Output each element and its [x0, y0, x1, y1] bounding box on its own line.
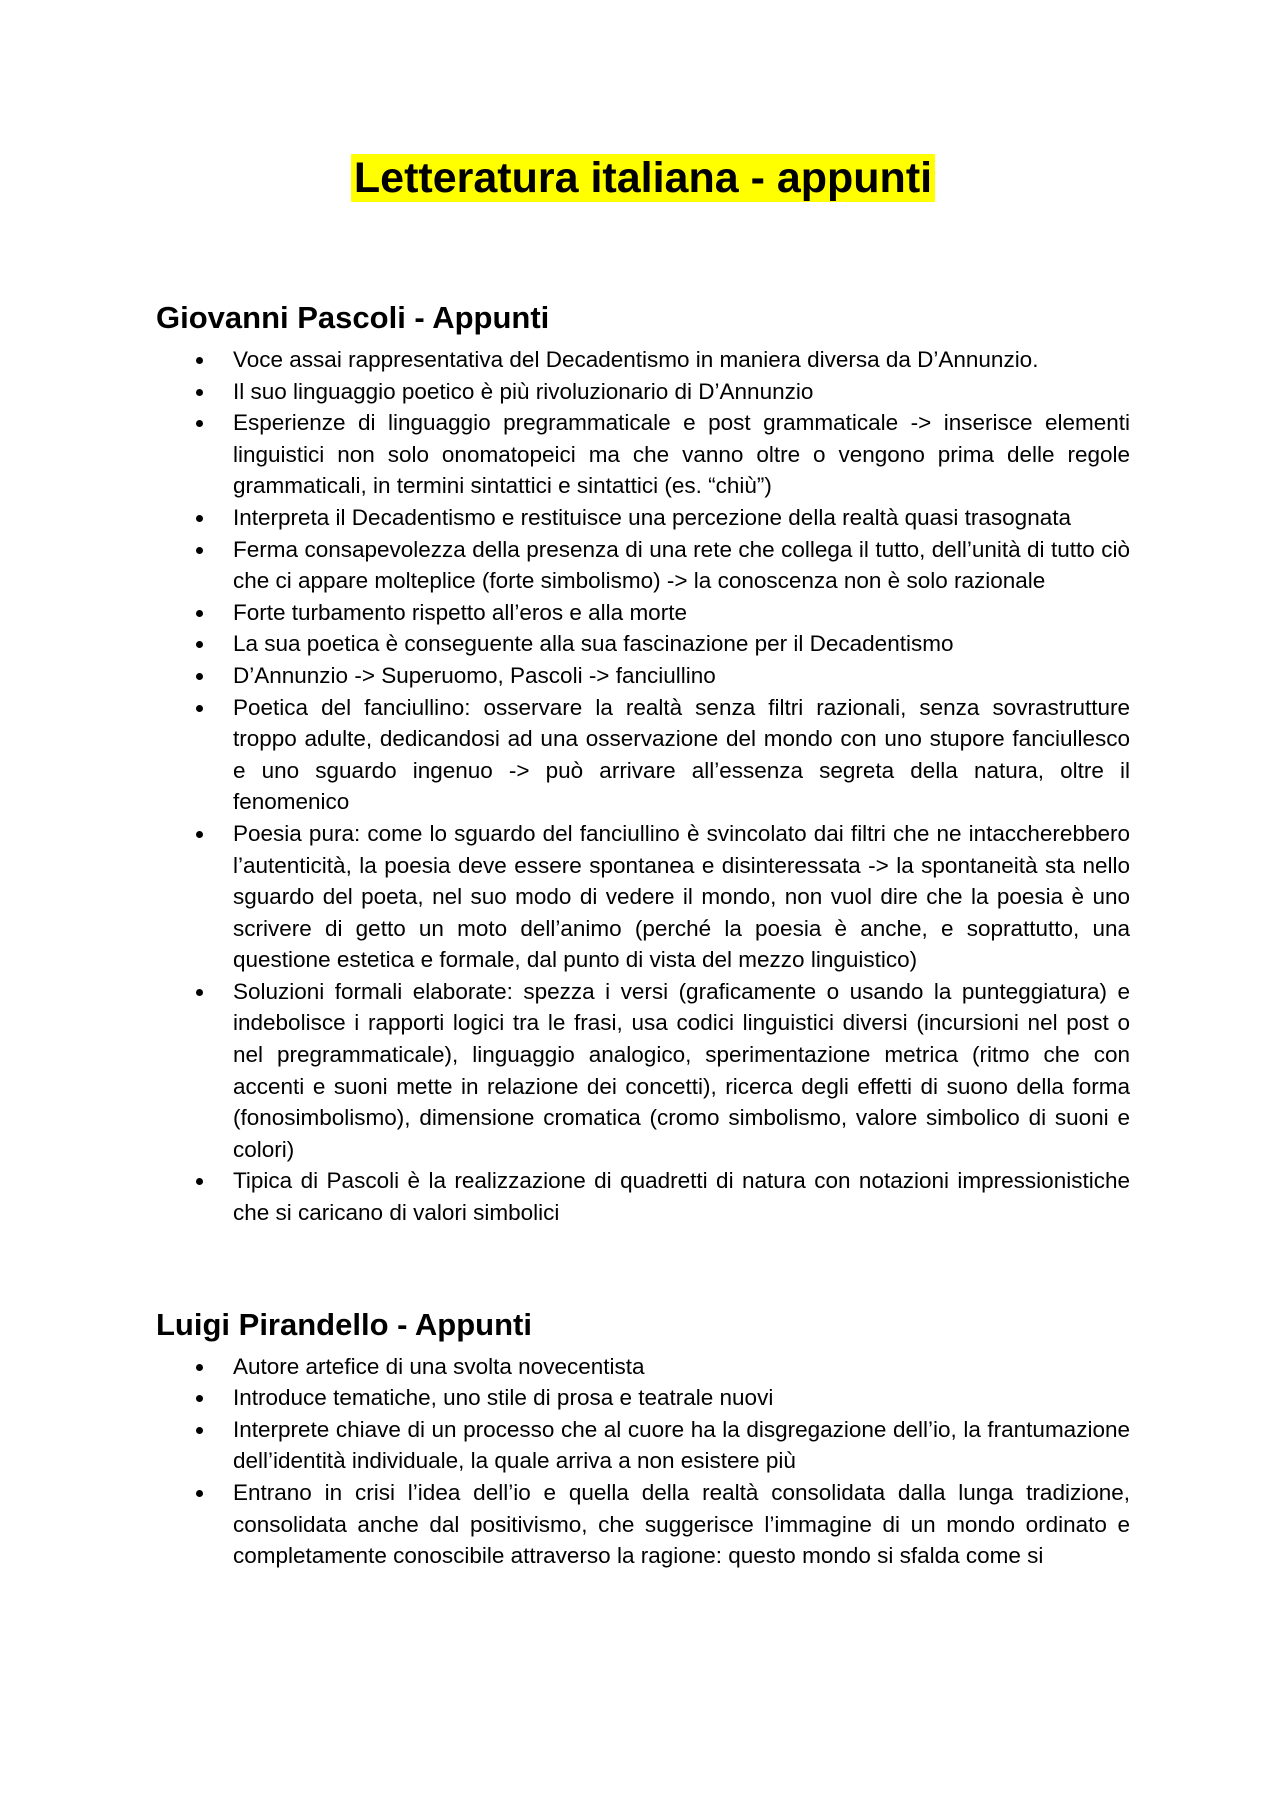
list-item-text: Introduce tematiche, uno stile di prosa e teatrale nuovi — [233, 1385, 774, 1411]
section-heading-pascoli: Giovanni Pascoli - Appunti — [156, 300, 550, 335]
list-item-text: Entrano in crisi l’idea dell’io e quella della realtà consolidata dalla lunga tradizione, consolidata anche dal positivismo, che suggerisce l’immagine di un mondo ordinato e completamente conoscibile attraverso la ragione: questo mondo si sfalda come si — [233, 1480, 1130, 1569]
list-item — [156, 818, 1130, 976]
list-item — [156, 1165, 1130, 1228]
list-item — [156, 1351, 1130, 1383]
bullet-list-pirandello — [156, 1351, 1130, 1572]
list-item — [156, 376, 1130, 408]
section-heading-pirandello: Luigi Pirandello - Appunti — [156, 1306, 532, 1342]
list-item-text: La sua poetica è conseguente alla sua fascinazione per il Decadentismo — [233, 631, 954, 657]
list-item-text: D’Annunzio -> Superuomo, Pascoli -> fanciullino — [233, 662, 716, 688]
list-item-text: Forte turbamento rispetto all’eros e alla morte — [233, 599, 687, 625]
bullet-dot-icon — [196, 1364, 203, 1371]
document-title-text: Letteratura italiana - appunti — [351, 154, 935, 202]
bullet-dot-icon — [196, 389, 203, 396]
list-item-text: Soluzioni formali elaborate: spezza i versi (graficamente o usando la punteggiatura) e indebolisce i rapporti logici tra le frasi, usa codici linguistici diversi (incursioni nel post o nel pregrammaticale), linguaggio analogico, sperimentazione metrica (ritmo che con accenti e suoni mette in relazione dei concetti), ricerca degli effetti di suono della forma (fonosimbolismo), dimensione cromatica (cromo simbolismo, valore simbolico di suoni e colori) — [233, 978, 1130, 1162]
bullet-dot-icon — [196, 610, 203, 617]
list-item — [156, 534, 1130, 597]
bullet-dot-icon — [196, 1427, 203, 1434]
list-item — [156, 1477, 1130, 1572]
list-item-text: Interpreta il Decadentismo e restituisce una percezione della realtà quasi trasognata — [233, 504, 1071, 530]
list-item — [156, 344, 1130, 376]
bullet-dot-icon — [196, 989, 203, 996]
list-item — [156, 407, 1130, 502]
bullet-dot-icon — [196, 547, 203, 554]
bullet-dot-icon — [196, 357, 203, 364]
list-item-text: Il suo linguaggio poetico è più rivoluzionario di D’Annunzio — [233, 378, 814, 404]
bullet-dot-icon — [196, 831, 203, 838]
list-item-text: Esperienze di linguaggio pregrammaticale e post grammaticale -> inserisce elementi linguistici non solo onomatopeici ma che vanno oltre o vengono prima delle regole grammaticali, in termini sintattici e sintattici (es. “chiù”) — [233, 410, 1130, 499]
list-item — [156, 1414, 1130, 1477]
bullet-dot-icon — [196, 515, 203, 522]
list-item — [156, 976, 1130, 1166]
bullet-dot-icon — [196, 673, 203, 680]
list-item-text: Poesia pura: come lo sguardo del fanciullino è svincolato dai filtri che ne intaccherebbero l’autenticità, la poesia deve essere spontanea e disinteressata -> la spontaneità sta nello sguardo del poeta, nel suo modo di vedere il mondo, non vuol dire che la poesia è uno scrivere di getto un moto dell’animo (perché la poesia è anche, e soprattutto, una questione estetica e formale, dal punto di vista del mezzo linguistico) — [233, 820, 1130, 973]
list-item — [156, 628, 1130, 660]
list-item — [156, 502, 1130, 534]
bullet-dot-icon — [196, 641, 203, 648]
list-item — [156, 597, 1130, 629]
document-title — [156, 150, 1130, 206]
list-item-text: Interprete chiave di un processo che al cuore ha la disgregazione dell’io, la frantumazione dell’identità individuale, la quale arriva a non esistere più — [233, 1416, 1130, 1474]
list-item — [156, 1382, 1130, 1414]
list-item-text: Tipica di Pascoli è la realizzazione di quadretti di natura con notazioni impressionistiche che si caricano di valori simbolici — [233, 1168, 1130, 1226]
list-item-text: Poetica del fanciullino: osservare la realtà senza filtri razionali, senza sovrastrutture troppo adulte, dedicandosi ad una osservazione del mondo con uno stupore fanciullesco e uno sguardo ingenuo -> può arrivare all’essenza segreta della natura, oltre il fenomenico — [233, 694, 1130, 815]
bullet-dot-icon — [196, 1178, 203, 1185]
list-item — [156, 692, 1130, 818]
list-item-text: Ferma consapevolezza della presenza di una rete che collega il tutto, dell’unità di tutto ciò che ci appare molteplice (forte simbolismo) -> la conoscenza non è solo razionale — [233, 536, 1130, 594]
list-item-text: Autore artefice di una svolta novecentista — [233, 1353, 645, 1379]
list-item-text: Voce assai rappresentativa del Decadentismo in maniera diversa da D’Annunzio. — [233, 347, 1039, 372]
bullet-dot-icon — [196, 1490, 203, 1497]
bullet-list-pascoli — [156, 344, 1130, 1229]
bullet-dot-icon — [196, 420, 203, 427]
bullet-dot-icon — [196, 1395, 203, 1402]
bullet-dot-icon — [196, 705, 203, 712]
document-page — [156, 150, 1130, 1572]
list-item — [156, 660, 1130, 692]
